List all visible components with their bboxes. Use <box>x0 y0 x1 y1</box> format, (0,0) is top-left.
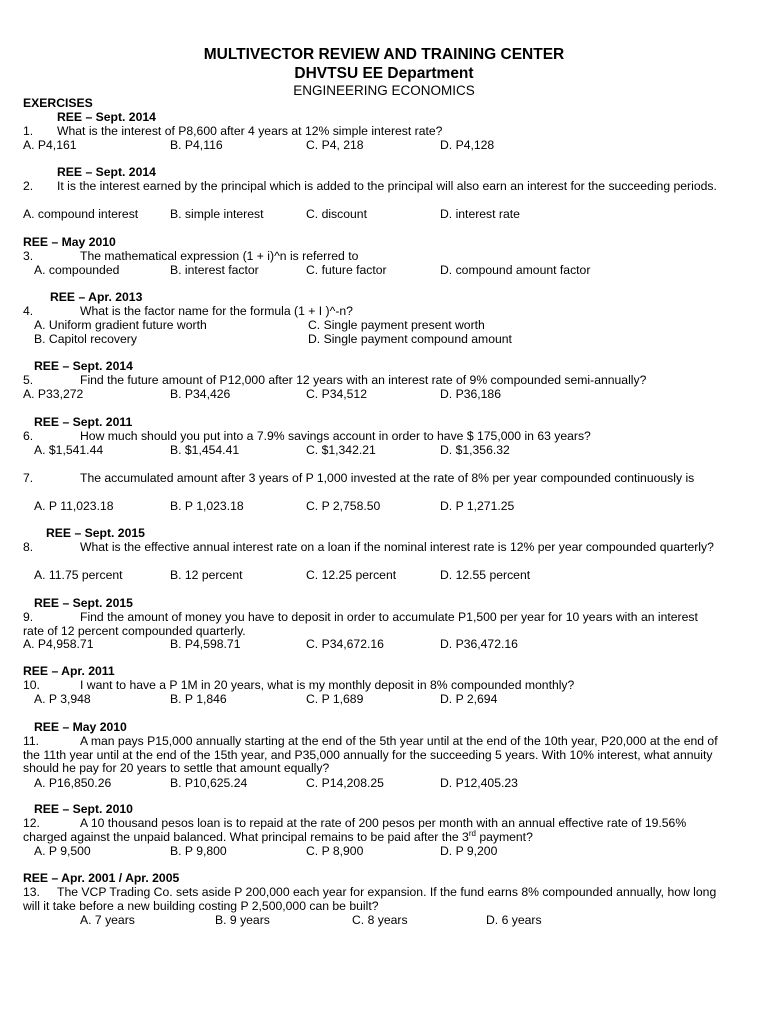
choice-b: B. $1,454.41 <box>170 443 240 457</box>
choice-a: A. P 9,500 <box>34 844 91 858</box>
choice-a: A. compound interest <box>23 207 139 221</box>
question-source: REE – May 2010 <box>34 720 127 734</box>
question-source: REE – May 2010 <box>23 235 116 249</box>
question-text: A man pays P15,000 annually starting at the end of the 5th year until at the end of the 10th year, P20,000 at the end of the 11th year until at the end of the 15th year, and P35,000 annually for the succeeding 5 years. With 10% interest, what annuity should he pay for 20 years to settle that amount equally? <box>23 734 718 776</box>
choice-d: D. $1,356.32 <box>440 443 510 457</box>
choice-d: D. 6 years <box>486 913 542 927</box>
choice-c: C. P 2,758.50 <box>306 499 381 513</box>
choice-d: D. interest rate <box>440 207 520 221</box>
choice-b: B. P34,426 <box>170 387 231 401</box>
choice-a: A. P 11,023.18 <box>34 499 114 513</box>
choice-b: B. P 1,846 <box>170 692 227 706</box>
choice-a: A. P33,272 <box>23 387 84 401</box>
question-source: REE – Sept. 2015 <box>34 596 133 610</box>
choice-a: A. P16,850.26 <box>34 776 112 790</box>
question-text: The VCP Trading Co. sets aside P 200,000 each year for expansion. If the fund earns 8% compounded annually, how long will it take before a new building costing P 2,500,000 can be built? <box>23 885 717 913</box>
question-text: What is the factor name for the formula (1 + I )^-n? <box>80 304 353 318</box>
question-number: 9. <box>23 610 34 624</box>
question-number: 6. <box>23 429 34 443</box>
question-text: How much should you put into a 7.9% savings account in order to have $ 175,000 in 63 years? <box>80 429 591 443</box>
question-text: A 10 thousand pesos loan is to repaid at the rate of 200 pesos per month with an annual effective rate of 19.56% charged against the unpaid balanced. What principal remains to be paid after the 3rd payment? <box>23 816 687 844</box>
header-department: DHVTSU EE Department <box>294 65 474 82</box>
question-text: Find the future amount of P12,000 after 12 years with an interest rate of 9% compounded semi-annually? <box>80 373 647 387</box>
choice-d: D. P12,405.23 <box>440 776 518 790</box>
choice-d: D. 12.55 percent <box>440 568 531 582</box>
question-number: 1. <box>23 124 34 138</box>
question-source: REE – Apr. 2001 / Apr. 2005 <box>23 871 180 885</box>
header-center-name: MULTIVECTOR REVIEW AND TRAINING CENTER <box>203 46 565 63</box>
choice-c: C. discount <box>306 207 367 221</box>
choice-a: A. compounded <box>34 263 120 277</box>
section-label: EXERCISES <box>23 96 93 110</box>
choice-c: C. P 1,689 <box>306 692 364 706</box>
choice-b: B. interest factor <box>170 263 259 277</box>
question-source: REE – Apr. 2013 <box>50 290 143 304</box>
choice-a: A. P4,958.71 <box>23 637 94 651</box>
question-source: REE – Sept. 2014 <box>34 359 133 373</box>
choice-a: A. P 3,948 <box>34 692 91 706</box>
question-source: REE – Sept. 2014 <box>57 165 156 179</box>
question-number: 12. <box>23 816 40 830</box>
question-number: 10. <box>23 678 40 692</box>
question-text: I want to have a P 1M in 20 years, what is my monthly deposit in 8% compounded monthly? <box>80 678 575 692</box>
question-text: The accumulated amount after 3 years of P 1,000 invested at the rate of 8% per year compounded continuously is <box>80 471 695 485</box>
question-number: 11. <box>23 734 40 748</box>
choice-a: A. P4,161 <box>23 138 77 152</box>
choice-b: B. Capitol recovery <box>34 332 137 346</box>
choice-b: B. P10,625.24 <box>170 776 248 790</box>
question-text: The mathematical expression (1 + i)^n is referred to <box>80 249 359 263</box>
question-source: REE – Sept. 2014 <box>57 110 156 124</box>
question-text: What is the effective annual interest rate on a loan if the nominal interest rate is 12% per year compounded quarterly? <box>80 540 714 554</box>
choice-c: C. 12.25 percent <box>306 568 397 582</box>
choice-c: C. P34,672.16 <box>306 637 384 651</box>
question-number: 4. <box>23 304 34 318</box>
question-number: 13. <box>23 885 40 899</box>
choice-d: D. Single payment compound amount <box>308 332 512 346</box>
choice-c: C. P14,208.25 <box>306 776 384 790</box>
question-text: It is the interest earned by the principal which is added to the principal will also earn an interest for the succeeding periods. <box>57 179 717 193</box>
question-source: REE – Sept. 2010 <box>34 802 133 816</box>
choice-d: D. P 2,694 <box>440 692 498 706</box>
choice-b: B. P4,116 <box>170 138 223 152</box>
question-source: REE – Sept. 2015 <box>46 526 145 540</box>
choice-b: B. 9 years <box>215 913 270 927</box>
choice-c: C. future factor <box>306 263 387 277</box>
choice-b: B. P 9,800 <box>170 844 227 858</box>
choice-a: A. 7 years <box>80 913 135 927</box>
choice-d: D. P 1,271.25 <box>440 499 515 513</box>
header-subject: ENGINEERING ECONOMICS <box>293 83 475 98</box>
question-source: REE – Sept. 2011 <box>34 415 133 429</box>
question-number: 8. <box>23 540 34 554</box>
ordinal-suffix: rd <box>468 828 476 838</box>
choice-a: A. $1,541.44 <box>34 443 104 457</box>
choice-a: A. Uniform gradient future worth <box>34 318 207 332</box>
choice-c: C. P34,512 <box>306 387 367 401</box>
choice-d: D. compound amount factor <box>440 263 591 277</box>
choice-b: B. 12 percent <box>170 568 243 582</box>
choice-c: C. Single payment present worth <box>308 318 485 332</box>
choice-d: D. P36,186 <box>440 387 501 401</box>
choice-c: C. P 8,900 <box>306 844 364 858</box>
question-number: 2. <box>23 179 34 193</box>
choice-c: C. 8 years <box>352 913 408 927</box>
choice-c: C. $1,342.21 <box>306 443 376 457</box>
question-text: Find the amount of money you have to deposit in order to accumulate P1,500 per year for 10 years with an interest rate of 12 percent compounded quarterly. <box>23 610 698 638</box>
question-source: REE – Apr. 2011 <box>23 664 115 678</box>
choice-b: B. simple interest <box>170 207 264 221</box>
choice-c: C. P4, 218 <box>306 138 364 152</box>
question-text: What is the interest of P8,600 after 4 years at 12% simple interest rate? <box>57 124 443 138</box>
question-number: 3. <box>23 249 34 263</box>
choice-b: B. P4,598.71 <box>170 637 241 651</box>
choice-d: D. P 9,200 <box>440 844 498 858</box>
choice-d: D. P36,472.16 <box>440 637 518 651</box>
choice-b: B. P 1,023.18 <box>170 499 244 513</box>
choice-a: A. 11.75 percent <box>34 568 123 582</box>
question-number: 5. <box>23 373 34 387</box>
question-number: 7. <box>23 471 34 485</box>
choice-d: D. P4,128 <box>440 138 495 152</box>
